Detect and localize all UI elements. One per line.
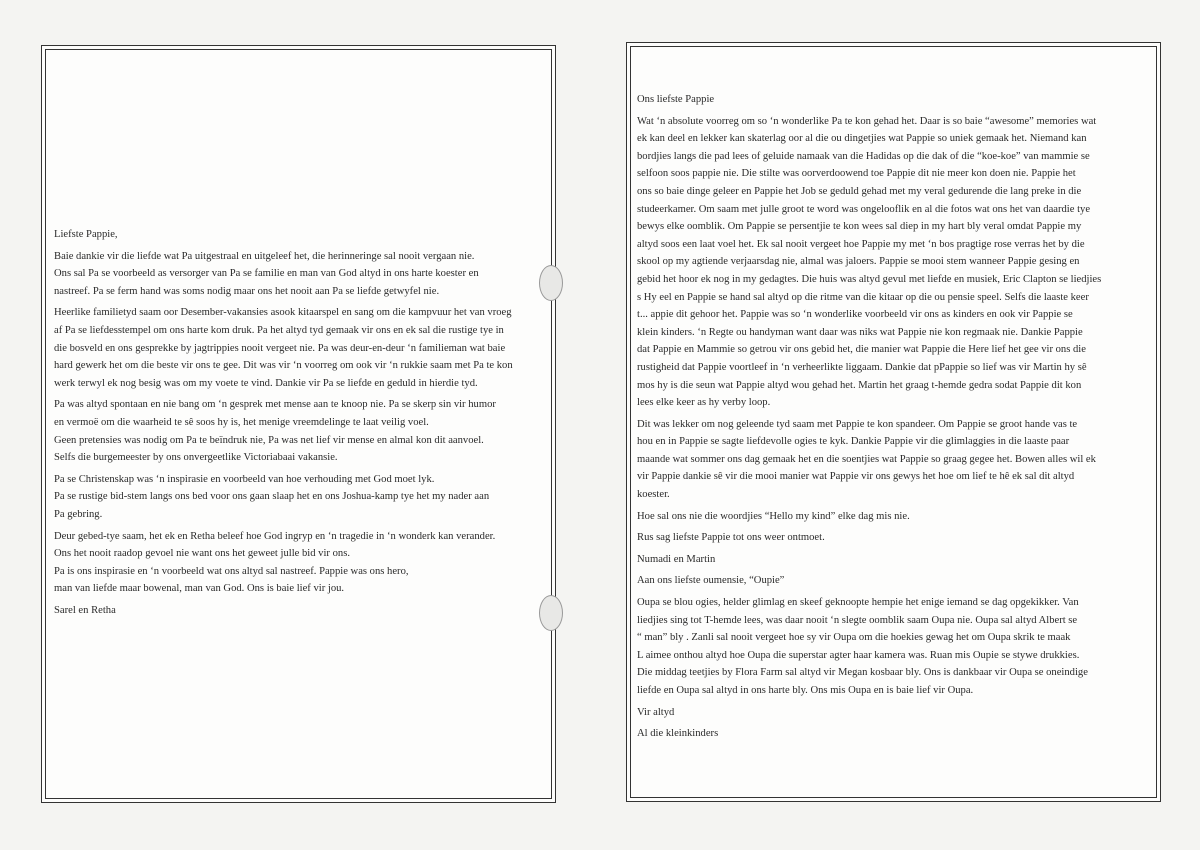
- text-line: dat Pappie en Mammie so getrou vir ons gebid het, die manier wat Pappie die Here lief het gee vir ons die: [637, 344, 1086, 356]
- paragraph: [637, 416, 1153, 504]
- left-page: [41, 45, 556, 803]
- text-line: t... appie dit gehoor het. Pappie was so ‘n wonderlike voorbeeld vir ons as kinders en ook vir Pappie se: [637, 309, 1073, 321]
- text-line: man van liefde maar bowenal, man van God. Ons is baie lief vir jou.: [54, 583, 345, 595]
- text-line: nastreef. Pa se ferm hand was soms nodig maar ons het nooit aan Pa se liefde getwyfel nie.: [54, 285, 440, 297]
- paragraph: [637, 113, 1153, 412]
- text-line: Rus sag liefste Pappie tot ons weer ontmoet.: [637, 532, 825, 544]
- text-line: werk terwyl ek nog besig was om my voete te vind. Dankie vir Pa se liefde en geduld in hierdie tyd.: [54, 377, 478, 389]
- text-line: ons so baie dinge geleer en Pappie het Job se geduld gehad met my veral gedurende die lang preke in die: [637, 185, 1082, 197]
- paragraph: [637, 551, 1153, 569]
- text-line: vir Pappie dankie sê vir die mooi manier wat Pappie vir ons gewys het hoe om lief te hê ek sal dit altyd: [637, 471, 1075, 483]
- punch-hole-top: [539, 265, 563, 301]
- text-line: hou en in Pappie se sagte liefdevolle ogies te kyk. Dankie Pappie vir die glimlaggies in die laaste paar: [637, 436, 1070, 448]
- text-line: Geen pretensies was nodig om Pa te beïndruk nie, Pa was net lief vir mense en almal kon dit aanvoel.: [54, 434, 484, 446]
- text-line: Sarel en Retha: [54, 604, 116, 616]
- text-line: Pa was altyd spontaan en nie bang om ‘n gesprek met mense aan te knoop nie. Pa se skerp sin vir humor: [54, 399, 496, 411]
- text-line: Ons het nooit raadop gevoel nie want ons het geweet julle bid vir ons.: [54, 548, 350, 560]
- punch-hole-bottom: [539, 595, 563, 631]
- text-line: Pa se rustige bid-stem langs ons bed voor ons gaan slaap het en ons Joshua-kamp tye het my nader aan: [54, 491, 490, 503]
- text-line: Wat ‘n absolute voorreg om so ‘n wonderlike Pa te kon gehad het. Daar is so baie “awesome” memories wat: [637, 115, 1097, 127]
- right-letter-body: [637, 91, 1153, 747]
- text-line: L aimee onthou altyd hoe Oupa die superstar agter haar kamera was. Ruan mis Oupie se stywe drukkies.: [637, 649, 1080, 661]
- paragraph: [54, 471, 542, 524]
- text-line: bordjies langs die pad lees of geluide namaak van die Hadidas op die dak of die “koe-koe” van mammie se: [637, 150, 1090, 162]
- paragraph: [637, 91, 1153, 109]
- paragraph: [637, 725, 1153, 743]
- text-line: Numadi en Martin: [637, 553, 716, 565]
- text-line: Ons sal Pa se voorbeeld as versorger van Pa se familie en man van God altyd in ons harte koester en: [54, 268, 479, 280]
- text-line: en vermoë om die waarheid te sê soos hy is, het menige vreemdelinge te laat veilig voel.: [54, 416, 429, 428]
- paragraph: [637, 529, 1153, 547]
- text-line: altyd soos een laat voel het. Ek sal nooit vergeet hoe Pappie my met ‘n bos pragtige rose verras het by die: [637, 238, 1085, 250]
- paragraph: [54, 248, 542, 301]
- text-line: Liefste Pappie,: [54, 229, 118, 240]
- text-line: Dit was lekker om nog geleende tyd saam met Pappie te kon spandeer. Om Pappie se groot hande vas te: [637, 418, 1078, 430]
- text-line: “ man” bly . Zanli sal nooit vergeet hoe sy vir Oupa om die hoekies gewag het om Oupa skrik te maak: [637, 632, 1071, 644]
- text-line: ek kan deel en lekker kan skaterlag oor al die ou dingetjies wat Pappie so uniek gemaak het. Niemand kan: [637, 133, 1087, 145]
- text-line: lees elke keer as hy verby loop.: [637, 397, 771, 409]
- text-line: gebid het hoor ek nog in my gedagtes. Die huis was altyd gevul met liefde en musiek, Eric Clapton se liedjies: [637, 273, 1102, 285]
- text-line: liefde en Oupa sal altyd in ons harte bly. Ons mis Oupa en is baie lief vir Oupa.: [637, 685, 974, 696]
- text-line: klein kinders. ‘n Regte ou handyman want daar was niks wat Pappie nie kon regmaak nie. Dankie Pappie: [637, 326, 1083, 338]
- left-letter-body: [54, 226, 542, 623]
- text-line: Selfs die burgemeester by ons onvergeetlike Victoriabaai vakansie.: [54, 452, 338, 464]
- text-line: Die middag teetjies by Flora Farm sal altyd vir Megan kosbaar bly. Ons is dankbaar vir Oupa se oneindige: [637, 667, 1088, 679]
- right-page: [626, 42, 1161, 802]
- paragraph: [54, 528, 542, 598]
- text-line: bewys elke oomblik. Om Pappie se persentjie te kon wees sal diep in my hart bly veral omdat Pappie my: [637, 221, 1082, 233]
- text-line: skool op my agtiende verjaarsdag nie, almal was jaloers. Pappie se mooi stem wanneer Pappie gesing en: [637, 256, 1080, 268]
- text-line: af Pa se liefdesstempel om ons harte kom druk. Pa het altyd tyd gemaak vir ons en ek sal die rustige tye in: [54, 324, 504, 336]
- text-line: Hoe sal ons nie die woordjies “Hello my kind” elke dag mis nie.: [637, 510, 910, 522]
- text-line: Oupa se blou ogies, helder glimlag en skeef geknoopte hempie het enige iemand se dag opgekikker. Van: [637, 597, 1079, 609]
- paragraph: [54, 602, 542, 620]
- text-line: Aan ons liefste oumensie, “Oupie”: [637, 575, 785, 587]
- text-line: s Hy eel en Pappie se hand sal altyd op die ritme van die kitaar op die ou pensie speel. Selfs die laaste keer: [637, 291, 1089, 303]
- text-line: rustigheid dat Pappie voortleef in ‘n verheerlikte liggaam. Dankie dat pPappie so lief was vir Martin hy sê: [637, 361, 1087, 373]
- text-line: Pa gebring.: [54, 508, 103, 520]
- text-line: hard gewerk het om die beste vir ons te gee. Dit was vir ‘n voorreg om ook vir ‘n rukkie saam met Pa te kon: [54, 360, 513, 372]
- text-line: maande wat sommer ons dag gemaak het en die soentjies wat Pappie so graag gegee het. Bowen alles wil ek: [637, 453, 1096, 465]
- text-line: Deur gebed-tye saam, het ek en Retha beleef hoe God ingryp en ‘n tragedie in ‘n wonderk kan verander.: [54, 530, 496, 542]
- text-line: studeerkamer. Om saam met julle groot te word was ongelooflik en al die fotos wat ons het van daardie tye: [637, 203, 1091, 215]
- text-line: selfoon soos pappie nie. Die stilte was oorverdoowend toe Pappie dit nie meer kon doen nie. Pappie het: [637, 168, 1076, 180]
- text-line: Heerlike familietyd saam oor Desember-vakansies asook kitaarspel en sang om die kampvuur het van vroeg: [54, 307, 512, 319]
- text-line: Baie dankie vir die liefde wat Pa uitgestraal en uitgeleef het, die herinneringe sal nooit vergaan nie.: [54, 250, 475, 262]
- paragraph: [54, 396, 542, 466]
- paragraph: [54, 226, 542, 244]
- text-line: liedjies sing tot T-hemde lees, was daar nooit ‘n slegte oomblik saam Oupa nie. Oupa sal altyd Albert se: [637, 614, 1078, 626]
- paragraph: [54, 304, 542, 392]
- text-line: die bosveld en ons gesprekke by jagtrippies nooit vergeet nie. Pa was deur-en-deur ‘n familieman wat baie: [54, 342, 506, 354]
- text-line: Vir altyd: [637, 706, 675, 718]
- text-line: Pa se Christenskap was ‘n inspirasie en voorbeeld van hoe verhouding met God moet lyk.: [54, 473, 435, 485]
- text-line: Ons liefste Pappie: [637, 94, 715, 105]
- text-line: Pa is ons inspirasie en ‘n voorbeeld wat ons altyd sal nastreef. Pappie was ons hero,: [54, 565, 409, 577]
- paragraph: [637, 508, 1153, 526]
- text-line: mos hy is die seun wat Pappie altyd wou gehad het. Martin het graag t-hemde gedra sodat Pappie dit kon: [637, 379, 1082, 391]
- paragraph: [637, 594, 1153, 700]
- text-line: koester.: [637, 489, 670, 501]
- paragraph: [637, 572, 1153, 590]
- paragraph: [637, 704, 1153, 722]
- text-line: Al die kleinkinders: [637, 728, 719, 740]
